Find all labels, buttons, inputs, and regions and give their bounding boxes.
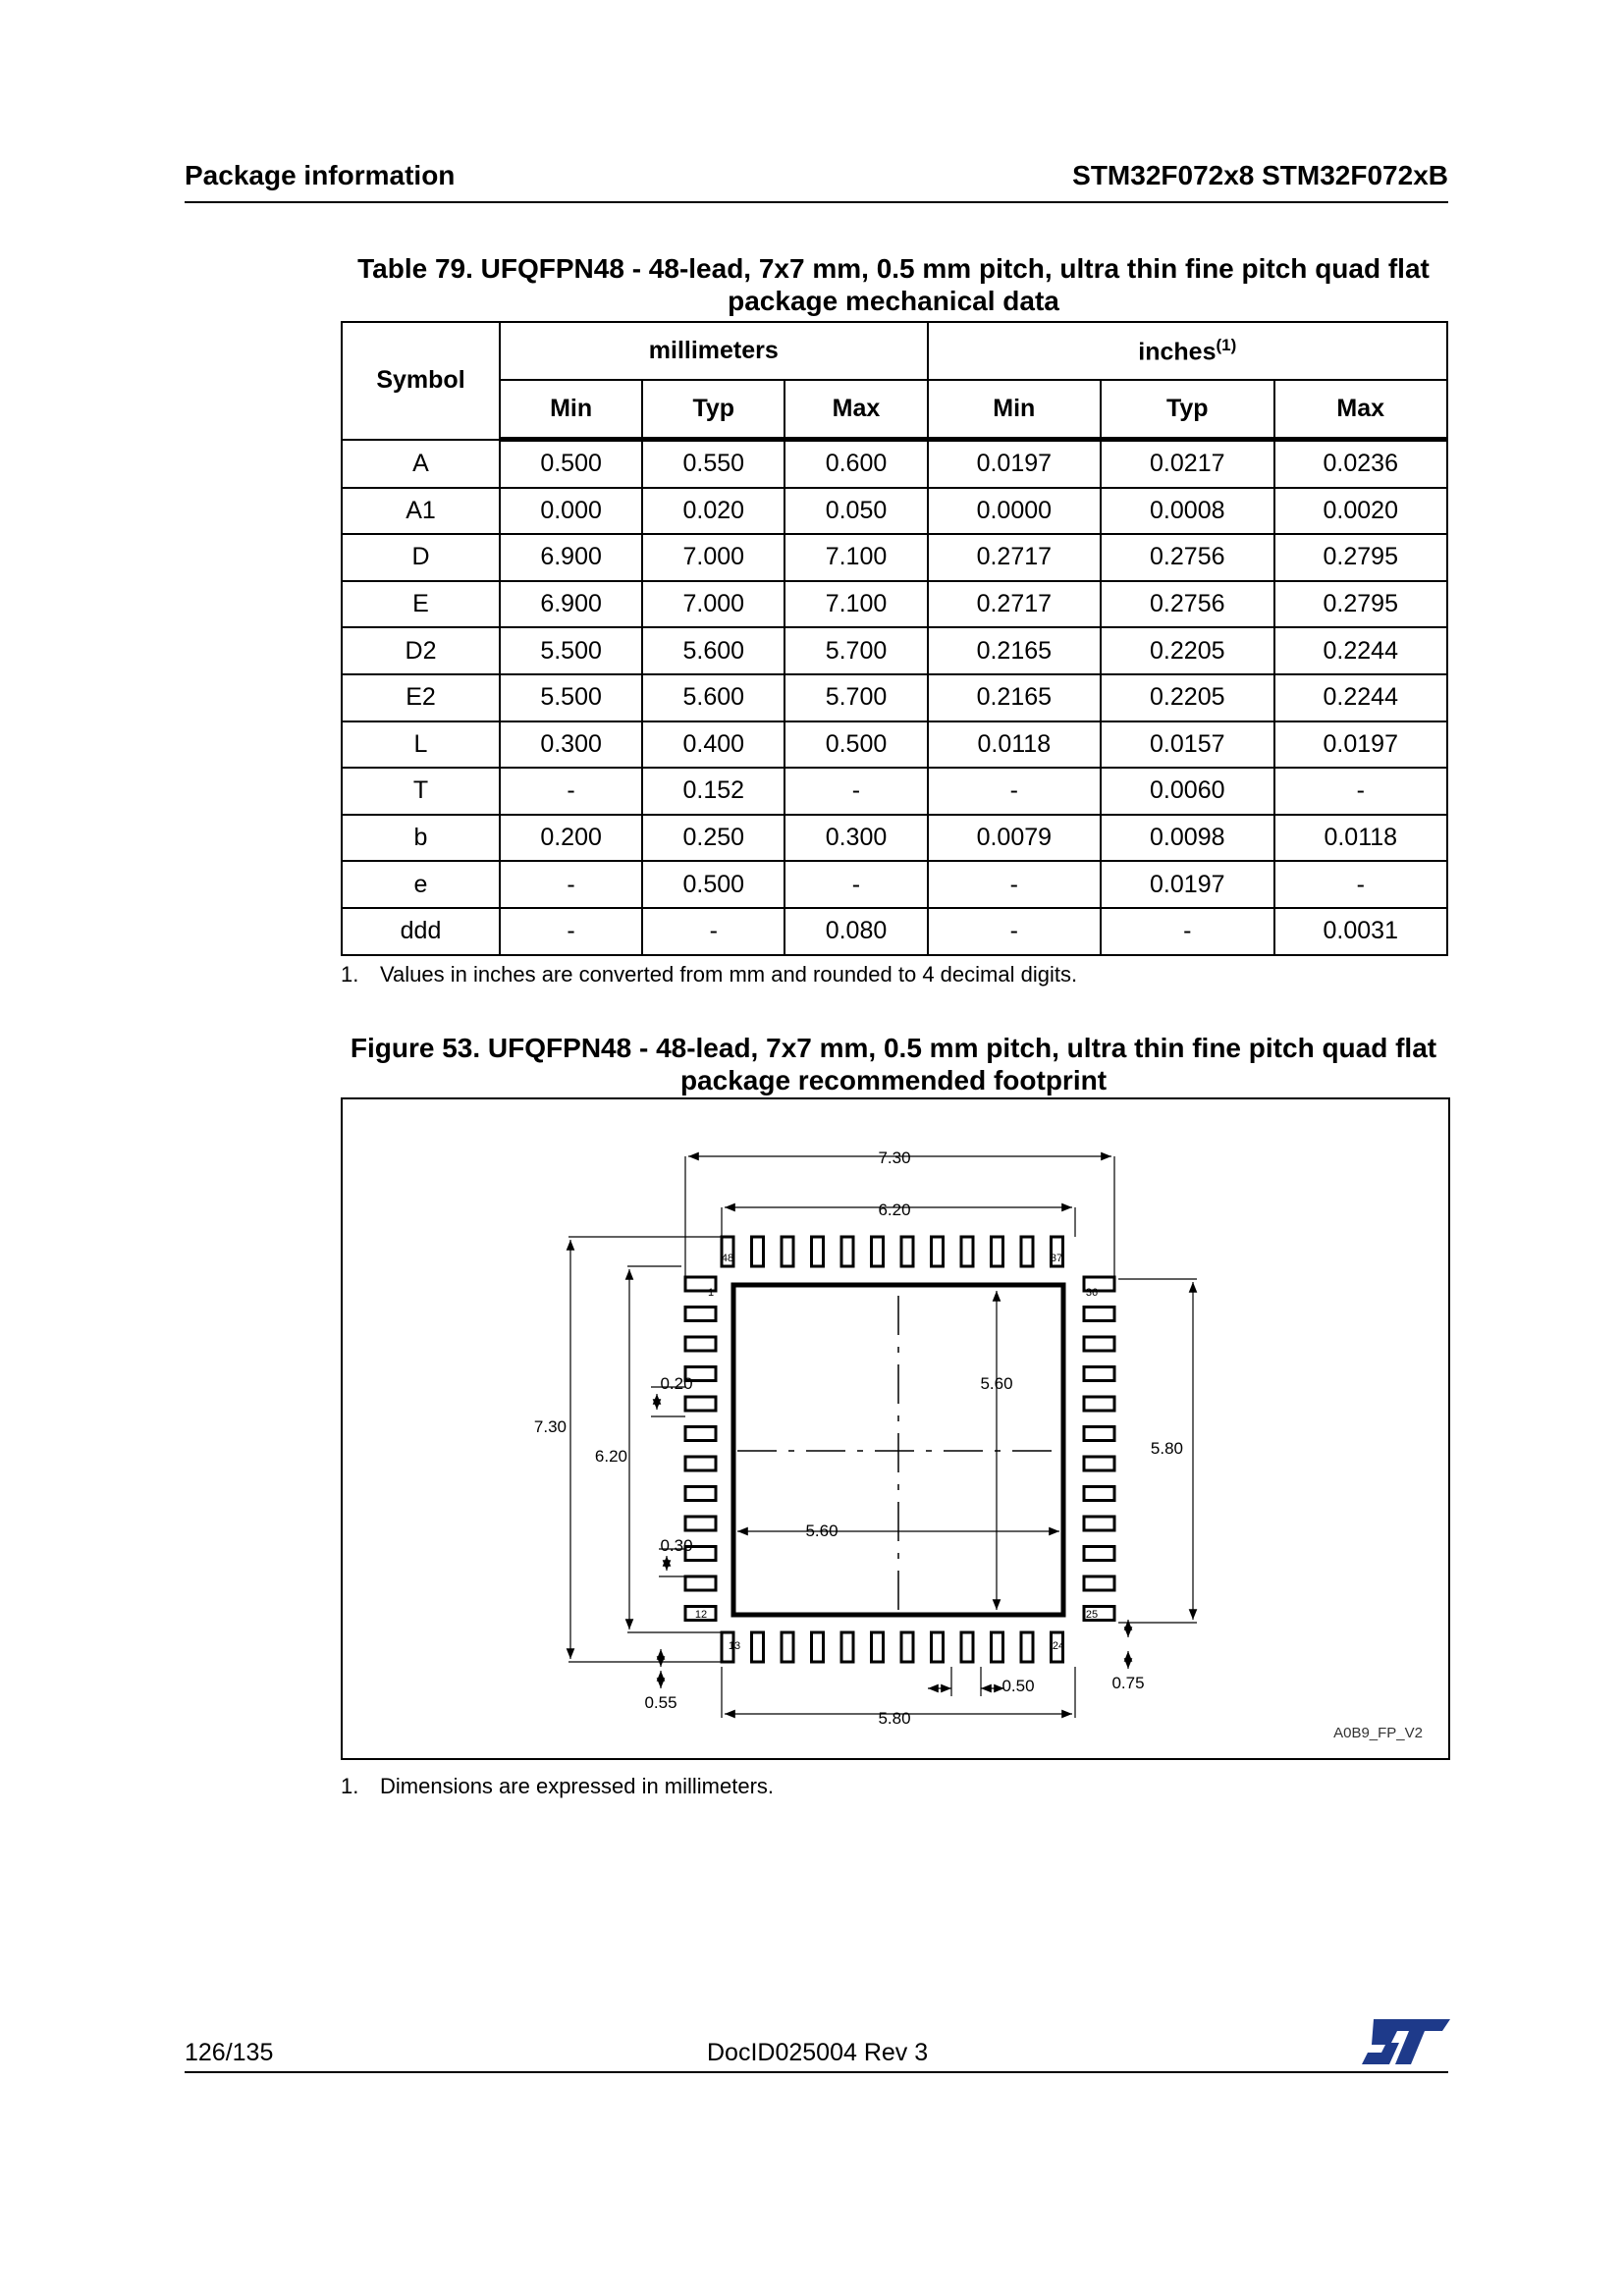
table-row <box>342 534 1447 581</box>
footprint-pad-right <box>1084 1308 1114 1321</box>
value-cell: - <box>928 768 1101 815</box>
value-cell: 0.152 <box>642 768 784 815</box>
table-row <box>342 861 1447 908</box>
figure-note <box>341 1774 774 1799</box>
value-cell: 0.0236 <box>1274 440 1448 488</box>
pin-label-37: 37 <box>1050 1253 1063 1264</box>
table-row <box>342 721 1447 769</box>
footprint-pad-left <box>685 1517 716 1530</box>
value-cell: 0.0020 <box>1274 488 1448 535</box>
footprint-pad-top <box>1021 1237 1033 1266</box>
dim-pad-length: 0.30 <box>660 1536 693 1555</box>
footprint-pad-top <box>872 1237 884 1266</box>
table-row <box>342 674 1447 721</box>
footprint-drawing <box>343 1099 1448 1758</box>
value-cell: - <box>642 908 784 955</box>
table-row <box>342 488 1447 535</box>
value-cell: 0.2165 <box>928 674 1101 721</box>
value-cell: 5.500 <box>500 674 642 721</box>
value-cell: 0.2756 <box>1101 534 1273 581</box>
value-cell: - <box>784 861 927 908</box>
value-cell: 0.500 <box>500 440 642 488</box>
symbol-cell: A <box>342 440 500 488</box>
footprint-pad-top <box>961 1237 973 1266</box>
pin-label-13: 13 <box>728 1640 741 1652</box>
value-cell: - <box>784 768 927 815</box>
table-note-text: Values in inches are converted from mm and rounded to 4 decimal digits. <box>380 962 1078 987</box>
value-cell: 5.700 <box>784 627 927 674</box>
footprint-pad-right <box>1084 1547 1114 1561</box>
value-cell: 0.050 <box>784 488 927 535</box>
inches-header <box>928 322 1447 380</box>
value-cell: 5.600 <box>642 674 784 721</box>
value-cell: - <box>928 908 1101 955</box>
symbol-cell: D <box>342 534 500 581</box>
millimeters-header: millimeters <box>500 322 928 380</box>
value-cell: 0.300 <box>500 721 642 769</box>
footprint-pad-right <box>1084 1367 1114 1381</box>
value-cell: 7.100 <box>784 534 927 581</box>
value-cell: 0.2795 <box>1274 581 1448 628</box>
value-cell: 0.0118 <box>928 721 1101 769</box>
symbol-cell: D2 <box>342 627 500 674</box>
dim-pad-offset-right: 0.75 <box>1111 1674 1145 1692</box>
value-cell: 0.2244 <box>1274 627 1448 674</box>
mechanical-data-table <box>341 321 1448 956</box>
value-cell: 0.2717 <box>928 581 1101 628</box>
figure-caption-line2: package recommended footprint <box>679 1065 1108 1095</box>
value-cell: 0.0157 <box>1101 721 1273 769</box>
table-row <box>342 440 1447 488</box>
figure-caption <box>334 1032 1453 1096</box>
table-note-number: 1. <box>341 962 359 987</box>
figure-note-number: 1. <box>341 1774 359 1798</box>
footprint-pad-bottom <box>961 1632 973 1662</box>
footprint-pad-bottom <box>812 1632 824 1662</box>
symbol-cell: T <box>342 768 500 815</box>
footprint-pad-left <box>685 1337 716 1351</box>
footprint-pad-top <box>841 1237 853 1266</box>
dim-top-outer: 7.30 <box>878 1148 911 1167</box>
doc-id: DocID025004 Rev 3 <box>707 2039 929 2066</box>
value-cell: 0.300 <box>784 815 927 862</box>
footprint-pad-right <box>1084 1576 1114 1590</box>
footprint-pad-left <box>685 1457 716 1470</box>
value-cell: 5.600 <box>642 627 784 674</box>
value-cell: 0.500 <box>784 721 927 769</box>
value-cell: 0.2756 <box>1101 581 1273 628</box>
dim-pitch: 0.50 <box>1001 1677 1035 1695</box>
value-cell: 0.0060 <box>1101 768 1273 815</box>
page-number: 126/135 <box>185 2039 274 2066</box>
table-caption <box>334 252 1453 317</box>
pin-label-24: 24 <box>1052 1640 1065 1652</box>
value-cell: 0.2244 <box>1274 674 1448 721</box>
footer-rule <box>185 2071 1448 2073</box>
value-cell: - <box>500 861 642 908</box>
value-cell: 0.2165 <box>928 627 1101 674</box>
value-cell: 0.500 <box>642 861 784 908</box>
pin-label-1: 1 <box>707 1287 715 1299</box>
footprint-pad-left <box>685 1576 716 1590</box>
footprint-pad-left <box>685 1427 716 1441</box>
footprint-pad-left <box>685 1308 716 1321</box>
footprint-pad-right <box>1084 1427 1114 1441</box>
table-row <box>342 908 1447 955</box>
value-cell: 6.900 <box>500 581 642 628</box>
table-note <box>341 962 1077 988</box>
pin-label-48: 48 <box>721 1253 734 1264</box>
column-header-mm-max: Max <box>784 380 927 440</box>
value-cell: - <box>1274 768 1448 815</box>
footprint-pad-bottom <box>782 1632 793 1662</box>
value-cell: 0.0197 <box>928 440 1101 488</box>
value-cell: 5.700 <box>784 674 927 721</box>
footprint-pad-right <box>1084 1337 1114 1351</box>
value-cell: 0.080 <box>784 908 927 955</box>
table-row <box>342 627 1447 674</box>
value-cell: 7.000 <box>642 534 784 581</box>
column-header-in-typ: Typ <box>1101 380 1273 440</box>
value-cell: - <box>1274 861 1448 908</box>
value-cell: 0.0079 <box>928 815 1101 862</box>
value-cell: - <box>500 908 642 955</box>
footprint-pad-bottom <box>872 1632 884 1662</box>
dim-pad-width: 0.20 <box>660 1374 693 1393</box>
value-cell: 0.2205 <box>1101 627 1273 674</box>
section-title: Package information <box>185 160 456 190</box>
column-header-mm-typ: Typ <box>642 380 784 440</box>
symbol-cell: ddd <box>342 908 500 955</box>
footprint-pad-bottom <box>992 1632 1003 1662</box>
value-cell: 0.250 <box>642 815 784 862</box>
value-cell: 0.000 <box>500 488 642 535</box>
dim-left-outer: 7.30 <box>533 1417 567 1436</box>
figure-note-text: Dimensions are expressed in millimeters. <box>380 1774 775 1798</box>
footprint-pad-right <box>1084 1487 1114 1501</box>
footprint-pad-top <box>782 1237 793 1266</box>
symbol-header: Symbol <box>342 322 500 440</box>
symbol-cell: A1 <box>342 488 500 535</box>
value-cell: 0.400 <box>642 721 784 769</box>
symbol-cell: E2 <box>342 674 500 721</box>
part-numbers: STM32F072x8 STM32F072xB <box>1072 160 1448 190</box>
column-header-in-max: Max <box>1274 380 1448 440</box>
value-cell: 0.0197 <box>1101 861 1273 908</box>
table-caption-line1: Table 79. UFQFPN48 - 48-lead, 7x7 mm, 0.5 mm pitch, ultra thin fine pitch quad flat <box>357 253 1430 284</box>
footprint-pad-top <box>901 1237 913 1266</box>
value-cell: 0.2205 <box>1101 674 1273 721</box>
pin-label-25: 25 <box>1085 1609 1099 1621</box>
dim-pad-offset-left: 0.55 <box>644 1693 677 1712</box>
value-cell: 7.100 <box>784 581 927 628</box>
inches-footnote-ref: (1) <box>1216 335 1237 354</box>
dim-center-vertical: 5.60 <box>980 1374 1013 1393</box>
table-caption-line2: package mechanical data <box>728 286 1059 316</box>
column-header-mm-min: Min <box>500 380 642 440</box>
value-cell: 6.900 <box>500 534 642 581</box>
column-header-in-min: Min <box>928 380 1101 440</box>
value-cell: 0.200 <box>500 815 642 862</box>
footprint-pad-bottom <box>932 1632 944 1662</box>
inches-header-label: inches <box>1138 338 1217 366</box>
value-cell: 7.000 <box>642 581 784 628</box>
figure-caption-line1: Figure 53. UFQFPN48 - 48-lead, 7x7 mm, 0.5 mm pitch, ultra thin fine pitch quad flat <box>350 1033 1437 1063</box>
dim-top-inner: 6.20 <box>878 1201 911 1219</box>
value-cell: - <box>928 861 1101 908</box>
footprint-pad-right <box>1084 1517 1114 1530</box>
value-cell: 0.600 <box>784 440 927 488</box>
value-cell: 5.500 <box>500 627 642 674</box>
table-row <box>342 581 1447 628</box>
value-cell: 0.2795 <box>1274 534 1448 581</box>
dim-center-horizontal: 5.60 <box>805 1522 839 1540</box>
value-cell: 0.0118 <box>1274 815 1448 862</box>
value-cell: 0.0000 <box>928 488 1101 535</box>
value-cell: 0.550 <box>642 440 784 488</box>
footprint-pad-left <box>685 1487 716 1501</box>
pin-label-12: 12 <box>694 1609 708 1621</box>
footprint-pad-bottom <box>752 1632 764 1662</box>
dim-right-span: 5.80 <box>1150 1439 1183 1458</box>
value-cell: 0.2717 <box>928 534 1101 581</box>
table-row <box>342 815 1447 862</box>
value-cell: 0.0197 <box>1274 721 1448 769</box>
figure-code: A0B9_FP_V2 <box>1333 1725 1423 1741</box>
footprint-pad-left <box>685 1397 716 1411</box>
footprint-pad-top <box>992 1237 1003 1266</box>
footprint-figure <box>341 1097 1450 1760</box>
value-cell: - <box>1101 908 1273 955</box>
value-cell: 0.0008 <box>1101 488 1273 535</box>
footprint-pad-top <box>812 1237 824 1266</box>
dim-bottom-span: 5.80 <box>878 1709 911 1728</box>
value-cell: - <box>500 768 642 815</box>
value-cell: 0.0098 <box>1101 815 1273 862</box>
footprint-pad-bottom <box>841 1632 853 1662</box>
table-row <box>342 768 1447 815</box>
value-cell: 0.020 <box>642 488 784 535</box>
footprint-pad-right <box>1084 1457 1114 1470</box>
footprint-pad-right <box>1084 1397 1114 1411</box>
pin-label-36: 36 <box>1085 1287 1099 1299</box>
st-logo <box>1360 2017 1453 2066</box>
footprint-pad-top <box>932 1237 944 1266</box>
footprint-pad-bottom <box>901 1632 913 1662</box>
value-cell: 0.0217 <box>1101 440 1273 488</box>
header-rule <box>185 201 1448 203</box>
footprint-pad-top <box>752 1237 764 1266</box>
symbol-cell: e <box>342 861 500 908</box>
footprint-pad-bottom <box>1021 1632 1033 1662</box>
value-cell: 0.0031 <box>1274 908 1448 955</box>
dim-left-inner: 6.20 <box>594 1447 627 1466</box>
symbol-cell: E <box>342 581 500 628</box>
symbol-cell: b <box>342 815 500 862</box>
symbol-cell: L <box>342 721 500 769</box>
